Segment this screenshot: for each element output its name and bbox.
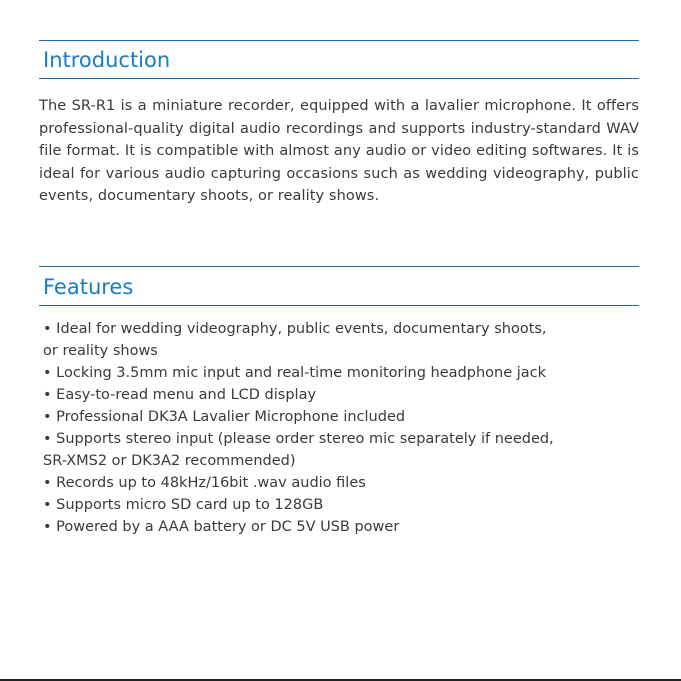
- intro-top-rule: [39, 40, 639, 41]
- feature-item: • Records up to 48kHz/16bit .wav audio files: [43, 475, 366, 491]
- feature-item: • Supports stereo input (please order stereo mic separately if needed, SR-XMS2 or DK3A2 recommended): [43, 431, 554, 469]
- feature-item: • Locking 3.5mm mic input and real-time monitoring headphone jack: [43, 365, 547, 381]
- introduction-heading: Introduction: [43, 48, 171, 72]
- introduction-paragraph: The SR-R1 is a miniature recorder, equipped with a lavalier microphone. It offers professional-quality digital audio recordings and supports industry-standard WAV file format. It is compatible with almost any audio or video editing softwares. It is ideal for various audio capturing occasions such as wedding videography, public events, documentary shoots, or reality shows.: [39, 98, 639, 204]
- feature-item: • Professional DK3A Lavalier Microphone included: [43, 409, 406, 425]
- features-top-rule: [39, 266, 639, 267]
- features-heading: Features: [43, 275, 134, 299]
- features-bottom-rule: [39, 305, 639, 306]
- features-list: [43, 318, 643, 538]
- feature-item: • Powered by a AAA battery or DC 5V USB power: [43, 519, 400, 535]
- feature-item: • Ideal for wedding videography, public events, documentary shoots, or reality shows: [43, 321, 547, 359]
- feature-item: • Easy-to-read menu and LCD display: [43, 387, 317, 403]
- intro-bottom-rule: [39, 78, 639, 79]
- feature-item: • Supports micro SD card up to 128GB: [43, 497, 324, 513]
